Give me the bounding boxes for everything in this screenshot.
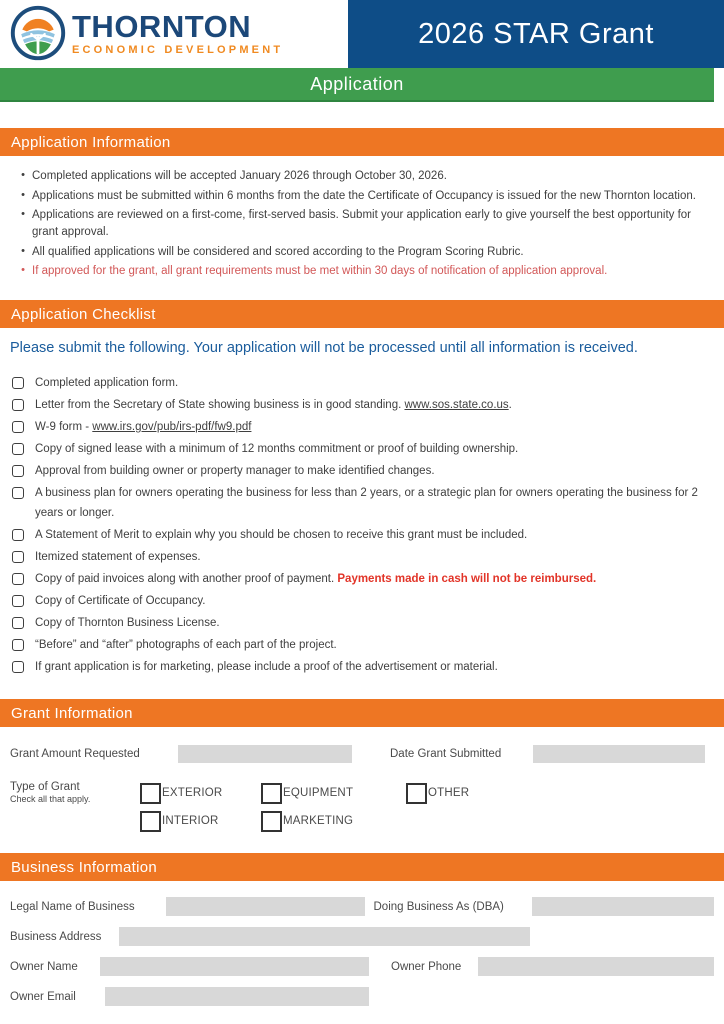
checklist-row	[10, 440, 714, 460]
info-bullet-list	[14, 168, 710, 280]
exterior-checkbox[interactable]	[140, 783, 161, 804]
date-submitted-input[interactable]	[533, 745, 705, 763]
checklist-item-text: Completed application form.	[35, 376, 179, 389]
info-bullet-warning	[14, 263, 710, 280]
checkbox[interactable]	[12, 465, 24, 477]
section-application-information	[0, 128, 724, 156]
checklist-item-text: Copy of signed lease with a minimum of 12 months commitment or proof of building ownership.	[35, 442, 519, 455]
bullet-dot-icon: •	[21, 208, 25, 221]
owner-name-phone-row	[10, 957, 714, 976]
grant-amount-row	[10, 745, 714, 763]
checklist-row	[10, 418, 714, 438]
checklist-item-text: Approval from building owner or property manager to make identified changes.	[35, 464, 435, 477]
checklist-row	[10, 614, 714, 634]
checklist-item-text: “Before” and “after” photographs of each part of the project.	[35, 638, 337, 651]
irs-w9-link[interactable]: www.irs.gov/pub/irs-pdf/fw9.pdf	[92, 420, 252, 433]
bullet-text: If approved for the grant, all grant requirements must be met within 30 days of notification of application approval.	[32, 265, 608, 278]
checklist-row	[10, 592, 714, 612]
owner-name-label: Owner Name	[10, 960, 78, 973]
checklist-row	[10, 570, 714, 590]
checklist-item-text: A Statement of Merit to explain why you should be chosen to receive this grant must be included.	[35, 528, 528, 541]
marketing-label: MARKETING	[283, 815, 354, 828]
cash-warning-text: Payments made in cash will not be reimbursed.	[337, 572, 597, 585]
section-business-information	[0, 853, 724, 881]
thornton-logo	[10, 5, 283, 61]
checkbox[interactable]	[12, 443, 24, 455]
option-exterior	[140, 779, 261, 807]
section-title: Application Checklist	[11, 305, 156, 323]
checkbox[interactable]	[12, 377, 24, 389]
bullet-dot-icon: •	[21, 244, 25, 257]
dba-input[interactable]	[532, 897, 714, 916]
owner-email-row	[10, 987, 714, 1006]
checklist-item-text: A business plan for owners operating the business for less than 2 years, or a strategic plan for owners operating the business for 2 years or longer.	[35, 487, 698, 519]
logo-wordmark: THORNTON	[72, 8, 252, 44]
checkbox[interactable]	[12, 487, 24, 499]
bullet-text: Completed applications will be accepted January 2026 through October 30, 2026.	[32, 170, 447, 182]
marketing-checkbox[interactable]	[261, 811, 282, 832]
grant-title: 2026 STAR Grant	[418, 17, 654, 50]
checklist-row	[10, 658, 714, 678]
bullet-dot-icon: •	[21, 264, 25, 277]
logo-text	[72, 8, 284, 56]
bullet-text: Applications are reviewed on a first-come, first-served basis. Submit your application early to give yourself the best opportunity for grant approval.	[32, 209, 692, 239]
business-address-row	[10, 927, 714, 946]
interior-label: INTERIOR	[162, 815, 219, 828]
checklist-row	[10, 374, 714, 394]
dba-label: Doing Business As (DBA)	[373, 900, 504, 913]
checkbox[interactable]	[12, 617, 24, 629]
type-of-grant-label: Type of Grant	[10, 781, 80, 794]
info-bullet	[14, 244, 710, 261]
equipment-checkbox[interactable]	[261, 783, 282, 804]
checklist-item-text: Copy of paid invoices along with another proof of payment. Payments made in cash will not be reimbursed.	[35, 572, 597, 585]
checkbox[interactable]	[12, 399, 24, 411]
equipment-label: EQUIPMENT	[283, 787, 354, 800]
bullet-text: All qualified applications will be considered and scored according to the Program Scoring Rubric.	[32, 245, 524, 258]
thornton-tree-icon	[10, 5, 66, 61]
type-of-grant-labels	[10, 779, 140, 835]
checklist-row	[10, 462, 714, 482]
checkbox[interactable]	[12, 639, 24, 651]
owner-phone-input[interactable]	[478, 957, 714, 976]
bullet-text: Applications must be submitted within 6 months from the date the Certificate of Occupancy is issued for the new Thornton location.	[32, 189, 696, 202]
business-address-label: Business Address	[10, 930, 102, 943]
checklist-row	[10, 526, 714, 546]
section-title: Grant Information	[11, 704, 133, 722]
logo-subtitle: ECONOMIC DEVELOPMENT	[72, 43, 284, 56]
option-equipment	[261, 779, 406, 807]
checklist-row	[10, 396, 714, 416]
legal-name-label: Legal Name of Business	[10, 900, 135, 913]
checklist-item-text: If grant application is for marketing, please include a proof of the advertisement or material.	[35, 660, 498, 673]
info-bullet	[14, 207, 710, 240]
section-application-checklist	[0, 300, 724, 328]
owner-phone-label: Owner Phone	[391, 960, 462, 973]
option-other	[406, 779, 469, 807]
checkbox[interactable]	[12, 529, 24, 541]
grant-amount-label: Grant Amount Requested	[10, 748, 140, 761]
section-title: Business Information	[11, 858, 158, 876]
owner-email-label: Owner Email	[10, 990, 76, 1003]
other-checkbox[interactable]	[406, 783, 427, 804]
interior-checkbox[interactable]	[140, 811, 161, 832]
exterior-label: EXTERIOR	[162, 787, 223, 800]
checklist-item-text: Copy of Certificate of Occupancy.	[35, 594, 206, 607]
owner-name-input[interactable]	[100, 957, 369, 976]
checklist-item-text: W-9 form - www.irs.gov/pub/irs-pdf/fw9.pdf	[35, 420, 252, 433]
option-interior	[140, 807, 261, 835]
business-name-row	[10, 897, 714, 916]
checkbox[interactable]	[12, 661, 24, 673]
type-of-grant-group	[10, 779, 714, 835]
checklist-row	[10, 548, 714, 568]
legal-name-input[interactable]	[166, 897, 365, 916]
grant-title-box	[348, 0, 724, 68]
checkbox[interactable]	[12, 573, 24, 585]
sos-state-link[interactable]: www.sos.state.co.us	[404, 398, 509, 411]
checklist-items	[10, 374, 714, 678]
grant-type-options	[140, 779, 469, 835]
checkbox[interactable]	[12, 551, 24, 563]
checklist-item-text: Copy of Thornton Business License.	[35, 616, 220, 629]
check-all-note: Check all that apply.	[10, 794, 91, 805]
option-marketing	[261, 807, 406, 835]
checklist-row	[10, 484, 714, 523]
owner-email-input[interactable]	[105, 987, 369, 1006]
info-bullet	[14, 188, 710, 205]
checklist-item-text: Letter from the Secretary of State showing business is in good standing. www.sos.state.co.us.	[35, 398, 512, 411]
checkbox[interactable]	[12, 595, 24, 607]
bullet-dot-icon: •	[21, 169, 25, 181]
application-banner	[0, 68, 714, 102]
section-title: Application Information	[11, 133, 171, 151]
checklist-row	[10, 636, 714, 656]
section-grant-information	[0, 699, 724, 727]
checklist-item-text: Itemized statement of expenses.	[35, 550, 201, 563]
other-label: OTHER	[428, 787, 470, 800]
application-banner-text: Application	[310, 73, 404, 94]
page-header	[0, 0, 724, 68]
bullet-dot-icon: •	[21, 188, 25, 201]
checkbox[interactable]	[12, 421, 24, 433]
info-bullet	[14, 168, 710, 185]
checklist-intro: Please submit the following. Your application will not be processed until all information is received.	[10, 340, 638, 357]
grant-amount-input[interactable]	[178, 745, 352, 763]
business-address-input[interactable]	[119, 927, 530, 946]
date-submitted-label: Date Grant Submitted	[390, 748, 502, 761]
